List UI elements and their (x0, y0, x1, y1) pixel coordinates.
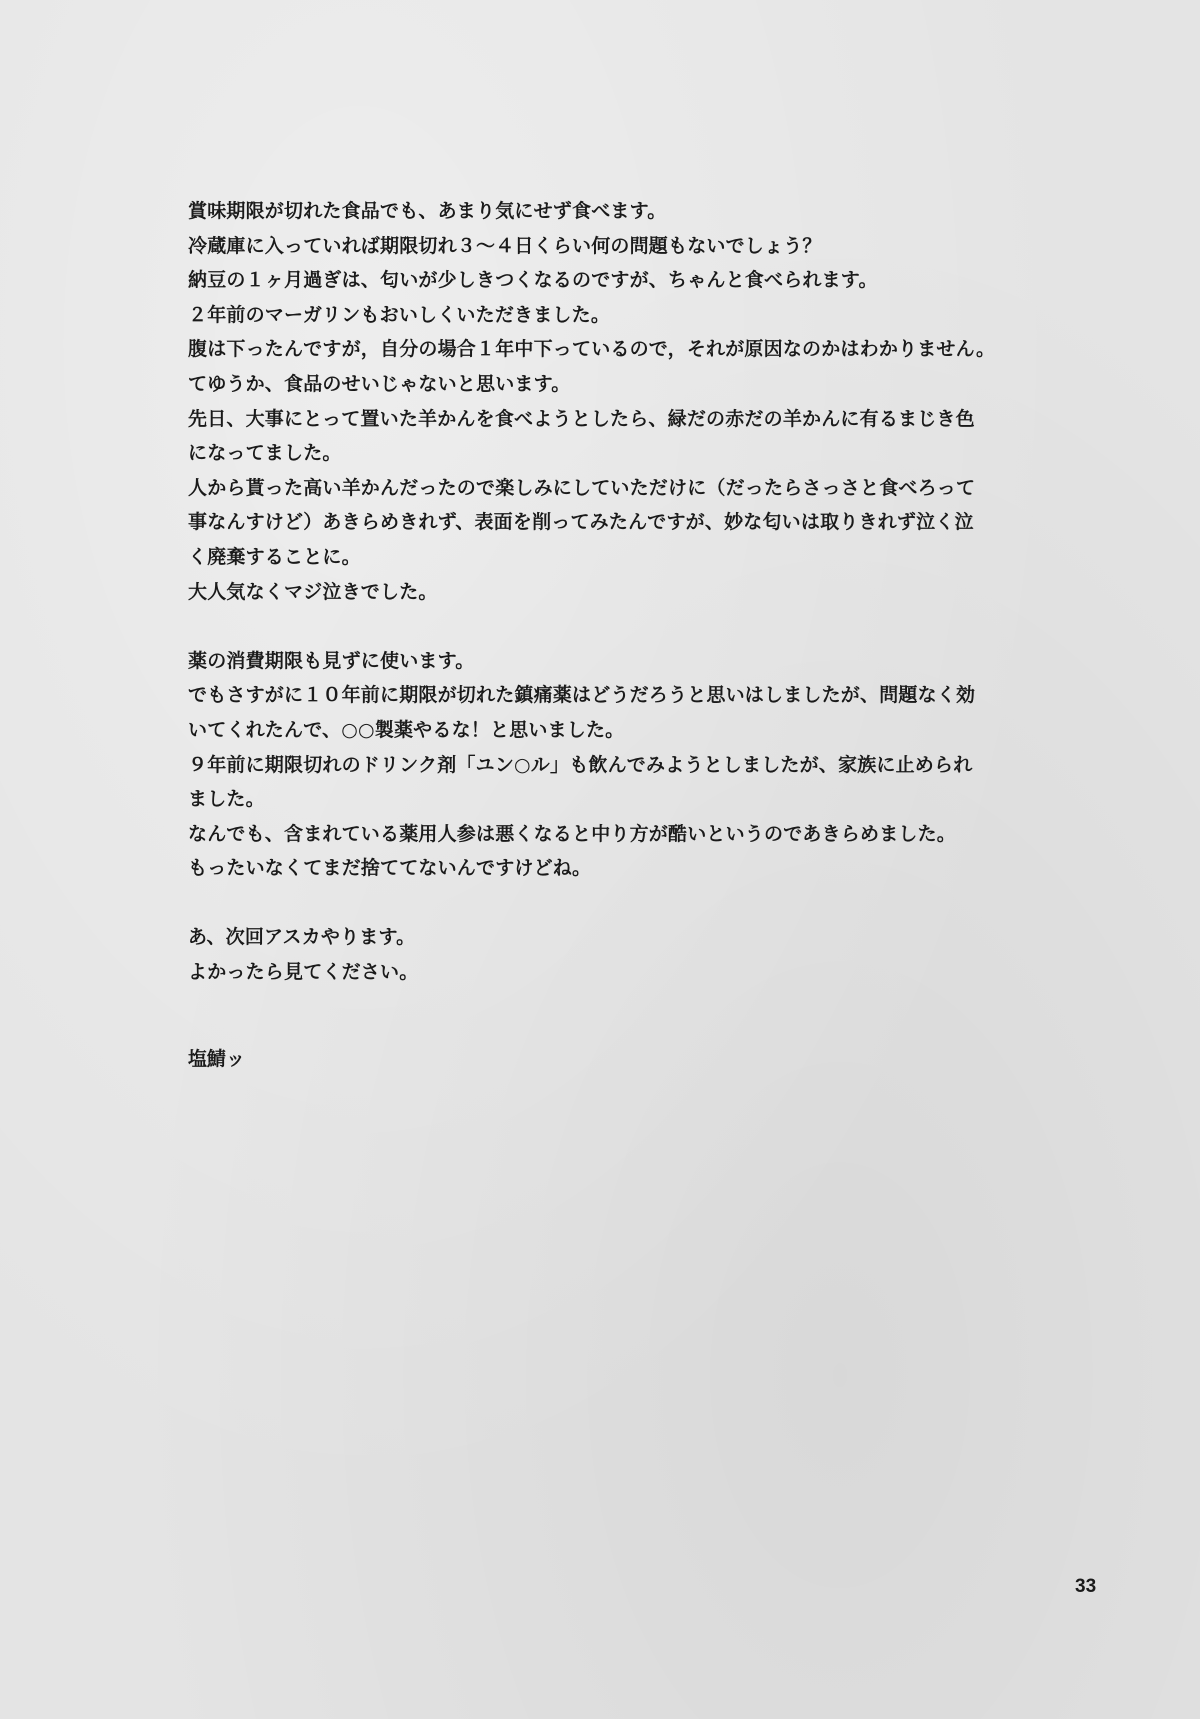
text-line: ９年前に期限切れのドリンク剤「ユン○ル」も飲んでみようとしましたが、家族に止められ (188, 753, 973, 776)
text-line: になってました。 (188, 442, 342, 465)
text-line: 腹は下ったんですが，自分の場合１年中下っているので，それが原因なのかはわかりません。 (188, 338, 996, 361)
text-line: 納豆の１ヶ月過ぎは、匂いが少しきつくなるのですが、ちゃんと食べられます。 (188, 269, 878, 292)
text-line: 先日、大事にとって置いた羊かんを食べようとしたら、緑だの赤だの羊かんに有るまじき色 (188, 407, 975, 430)
text-line: 冷蔵庫に入っていれば期限切れ３～４日くらい何の問題もないでしょう？ (188, 234, 822, 257)
text-line: あ、次回アスカやります。 (188, 926, 416, 949)
text-line: でもさすがに１０年前に期限が切れた鎮痛薬はどうだろうと思いはしましたが、問題なく効 (188, 684, 976, 707)
text-line: 事なんすけど）あきらめきれず、表面を削ってみたんですが、妙な匂いは取りきれず泣く泣 (188, 511, 974, 534)
text-line: ました。 (188, 788, 265, 811)
paragraph-food (188, 194, 1038, 609)
afterword-text (188, 194, 1038, 990)
text-line: なんでも、含まれている薬用人参は悪くなると中り方が酷いというのであきらめました。 (188, 822, 957, 845)
text-line: いてくれたんで、○○製薬やるな！と思いました。 (188, 718, 625, 741)
paragraph-gap (188, 886, 1038, 921)
page-number: 33 (1075, 1576, 1097, 1597)
text-line: もったいなくてまだ捨ててないんですけどね。 (188, 857, 592, 880)
text-line: く廃棄することに。 (188, 545, 361, 568)
paragraph-next-time (188, 920, 1038, 989)
author-signature: 塩鯖ッ (188, 1048, 246, 1070)
text-line: てゆうか、食品のせいじゃないと思います。 (188, 372, 571, 395)
text-line: 薬の消費期限も見ずに使います。 (188, 649, 475, 672)
text-line: ２年前のマーガリンもおいしくいただきました。 (188, 303, 611, 326)
paragraph-gap (188, 609, 1038, 644)
text-line: 大人気なくマジ泣きでした。 (188, 580, 438, 603)
text-line: よかったら見てください。 (188, 961, 419, 984)
paragraph-medicine (188, 644, 1038, 886)
text-line: 賞味期限が切れた食品でも、あまり気にせず食べます。 (188, 200, 667, 222)
text-line: 人から貰った高い羊かんだったので楽しみにしていただけに（だったらさっさと食べろって (188, 476, 976, 499)
